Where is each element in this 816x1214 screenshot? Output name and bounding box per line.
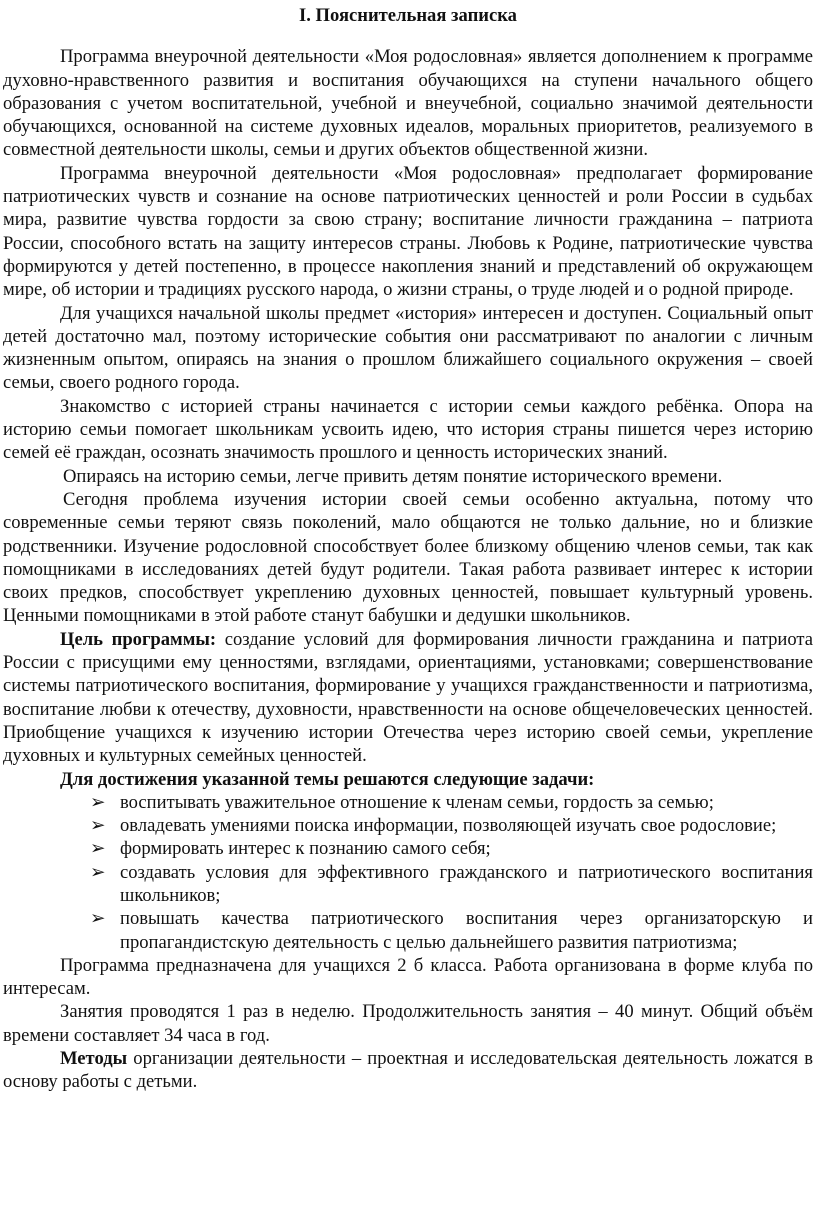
paragraph-family-history: Знакомство с историей страны начинается с истории семьи каждого ребёнка. Опора на историю семьи помогает школьникам усвоить идею, что история страны пишется через историю семей её граждан, осознать значимость прошлого и ценность исторических знаний. [3, 395, 813, 464]
task-text: формировать интерес к познанию самого себя; [120, 838, 491, 860]
paragraph-patriotism: Программа внеурочной деятельности «Моя родословная» предполагает формирование патриотических чувств и сознание на основе патриотических ценностей и роли России в судьбах мира, развитие чувства гордости за свою страну; воспитание личности гражданина – патриота России, способного встать на защиту интересов страны. Любовь к Родине, патриотические чувства формируются у детей постепенно, в процессе накопления знаний и представлений об окружающем мире, об истории и традициях русского народа, о жизни страны, о труде людей и о родной природе. [3, 162, 813, 301]
goal-label: Цель программы: [60, 628, 217, 650]
methods-label: Методы [60, 1048, 128, 1070]
methods-text: организации деятельности – проектная и исследовательская деятельность ложатся в основу работы с детьми. [3, 1048, 813, 1093]
list-item [3, 861, 813, 908]
paragraph-historical-time: Опираясь на историю семьи, легче привить детям понятие исторического времени. [63, 465, 723, 487]
paragraph-history-subject: Для учащихся начальной школы предмет «история» интересен и доступен. Социальный опыт детей достаточно мал, поэтому исторические события они рассматривают по аналогии с личным жизненным опытом, опираясь на знания о прошлом ближайшего социального окружения – своей семьи, своего родного города. [3, 302, 813, 394]
list-item [3, 907, 813, 954]
paragraph-methods [3, 1047, 813, 1094]
task-text: повышать качества патриотического воспитания через организаторскую и пропагандистскую деятельность с целью дальнейшего развития патриотизма; [120, 908, 813, 953]
paragraph-schedule: Занятия проводятся 1 раз в неделю. Продолжительность занятия – 40 минут. Общий объём времени составляет 34 часа в год. [3, 1001, 813, 1046]
arrow-bullet-icon: ➢ [90, 861, 106, 883]
paragraph-relevance: Сегодня проблема изучения истории своей семьи особенно актуальна, потому что современные семьи теряют связь поколений, мало общаются не только дальние, но и близкие родственники. Изучение родословной способствует более близкому общению членов семьи, так как помощниками в исследованиях детей будут родители. Такая работа развивает интерес к истории своих предков, способствует укреплению духовных ценностей, повышает культурный уровень. Ценными помощниками в этой работе станут бабушки и дедушки школьников. [3, 488, 813, 627]
arrow-bullet-icon: ➢ [90, 838, 106, 860]
goal-text: создание условий для формирования личности гражданина и патриота России с присущими ему ценностями, взглядами, ориентациями, установками; совершенствование системы патриотического воспитания, формирование у учащихся гражданственности и патриотизма, воспитание любви к отечеству, духовности, нравственности на основе общечеловеческих ценностей. Приобщение учащихся к изучению истории Отечества через историю своей семьи, укрепление духовных и культурных семейных ценностей. [3, 628, 813, 767]
list-item [3, 814, 813, 837]
arrow-bullet-icon: ➢ [90, 908, 106, 930]
tasks-heading: Для достижения указанной темы решаются следующие задачи: [60, 768, 595, 790]
paragraph-goal [3, 628, 813, 768]
list-item [3, 791, 813, 814]
paragraph-intro: Программа внеурочной деятельности «Моя родословная» является дополнением к программе духовно-нравственного развития и воспитания обучающихся на ступени начального общего образования с учетом воспитательной, учебной и внеучебной, социально значимой деятельности обучающихся, основанной на системе духовных идеалов, моральных приоритетов, реализуемого в совместной деятельности школы, семьи и других объектов общественной жизни. [3, 46, 813, 161]
arrow-bullet-icon: ➢ [90, 815, 106, 837]
arrow-bullet-icon: ➢ [90, 791, 106, 813]
document-title: I. Пояснительная записка [299, 5, 517, 26]
list-item [3, 837, 813, 860]
tasks-list [3, 791, 813, 954]
task-text: создавать условия для эффективного гражданского и патриотического воспитания школьников; [120, 861, 813, 906]
task-text: овладевать умениями поиска информации, позволяющей изучать свое родословие; [120, 815, 777, 837]
paragraph-audience: Программа предназначена для учащихся 2 б класса. Работа организована в форме клуба по интересам. [3, 954, 813, 1000]
task-text: воспитывать уважительное отношение к членам семьи, гордость за семью; [120, 791, 714, 813]
